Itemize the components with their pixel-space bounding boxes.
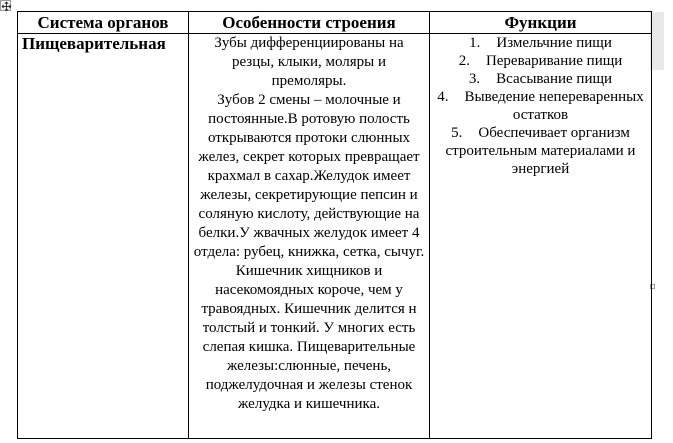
move-arrows-icon xyxy=(1,1,12,12)
functions-list xyxy=(434,34,647,178)
list-item xyxy=(434,88,647,124)
list-item xyxy=(434,70,647,88)
list-item-text: Обеспечивает организм строительным материалами и энергией xyxy=(445,125,636,177)
page-edge-shade xyxy=(650,12,664,70)
header-functions: Функции xyxy=(430,12,652,34)
header-organ-system: Система органов xyxy=(18,12,189,34)
table-header-row xyxy=(18,12,652,34)
table-move-handle[interactable] xyxy=(0,0,11,11)
list-item-text: Переваривание пищи xyxy=(485,53,623,69)
list-item-text: Всасывание пищи xyxy=(496,71,613,87)
list-number: 2. xyxy=(458,53,470,69)
list-number: 1. xyxy=(469,35,481,51)
list-item xyxy=(434,124,647,178)
list-item xyxy=(434,52,647,70)
list-number: 4. xyxy=(437,89,449,105)
features-paragraph: Зубов 2 смены – молочные и постоянные.В ротовую полость открываются протоки слюнных желез, секрет которых превращает крахмал в сахар.Желудок имеет железы, секретирующие пепсин и соляную кислоту, действующие на белки.У жвачных желудок имеет 4 отдела: рубец, книжка, сетка, сычуг. Кишечник хищников и насекомоядных короче, чем у травоядных. Кишечник делится н толстый и тонкий. У многих есть слепая кишка. Пищеварительные железы:слюнные, печень, поджелудочная и железы стенок желудка и кишечника. xyxy=(193,92,425,412)
organ-systems-table xyxy=(17,11,652,439)
structure-features-cell xyxy=(189,34,430,439)
list-item xyxy=(434,34,647,52)
organ-system-cell: Пищеварительная xyxy=(18,34,189,439)
table-row xyxy=(18,34,652,439)
functions-cell xyxy=(430,34,652,439)
list-item-text: Измельчние пищи xyxy=(496,35,612,51)
features-paragraph: Зубы дифференциированы на резцы, клыки, моляры и премоляры. xyxy=(214,35,404,89)
list-item-text: Выведение непереваренных остатков xyxy=(464,89,644,123)
list-number: 3. xyxy=(468,71,481,87)
header-structure-features: Особенности строения xyxy=(189,12,430,34)
list-number: 5. xyxy=(451,125,463,141)
